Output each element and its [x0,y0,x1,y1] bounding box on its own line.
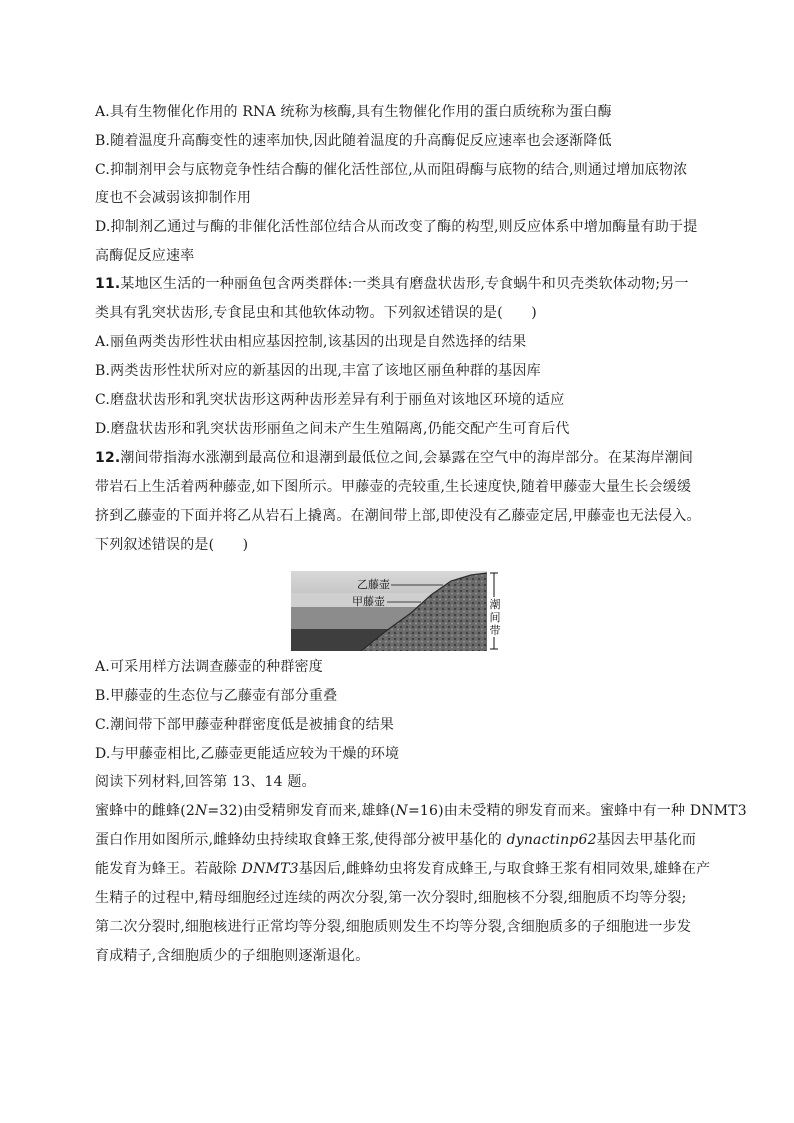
material-line6: 育成精子,含细胞质少的子细胞则逐渐退化。 [95,948,370,964]
material-line5: 第二次分裂时,细胞核进行正常均等分裂,细胞质则发生不均等分裂,含细胞质多的子细胞进一步发 [95,919,692,935]
zone-label-char-1: 潮 [489,598,501,611]
material-line1: 蜜蜂中的雌蜂(2N=32)由受精卵发育而来,雄蜂(N=16)由未受精的卵发育而来。蜜蜂中有一种 DNMT3 [95,803,747,819]
material-line3: 能发育为蜂王。若敲除 DNMT3基因后,雌蜂幼虫将发育成蜂王,与取食蜂王浆有相同效果,雄蜂在产 [95,861,711,877]
q12-stem-line3: 挤到乙藤壶的下面并将乙从岩石上撬离。在潮间带上部,即使没有乙藤壶定居,甲藤壶也无法侵入。 [95,508,701,524]
material-line2: 蛋白作用如图所示,雌蜂幼虫持续取食蜂王浆,使得部分被甲基化的 dynactinp62基因去甲基化而 [95,832,697,848]
q11-option-b: B.两类齿形性状所对应的新基因的出现,丰富了该地区丽鱼种群的基因库 [95,363,541,379]
q12-number: 12. [95,450,121,466]
q12-stem-line2: 带岩石上生活着两种藤壶,如下图所示。甲藤壶的壳较重,生长速度快,随着甲藤壶大量生长会缓缓 [95,479,692,495]
q11-stem-line2: 类具有乳突状齿形,专食昆虫和其他软体动物。下列叙述错误的是( ) [95,305,537,321]
q10-option-c-line1: C.抑制剂甲会与底物竞争性结合酶的催化活性部位,从而阻碍酶与底物的结合,则通过增加底物浓 [95,162,688,178]
q11-stem-line1: 11.某地区生活的一种丽鱼包含两类群体:一类具有磨盘状齿形,专食蜗牛和贝壳类软体动物;另一 [95,276,689,292]
q12-option-c: C.潮间带下部甲藤壶种群密度低是被捕食的结果 [95,717,395,733]
zone-label-char-3: 带 [489,624,501,637]
gene-dnmt3: DNMT3 [241,861,299,877]
q12-stem-line4: 下列叙述错误的是( ) [95,537,249,553]
q10-option-d-line1: D.抑制剂乙通过与酶的非催化活性部位结合从而改变了酶的构型,则反应体系中增加酶量有助于提 [95,219,698,235]
q12-stem-line1: 12.潮间带指海水涨潮到最高位和退潮到最低位之间,会暴露在空气中的海岸部分。在某海岸潮间 [95,450,694,466]
q11-option-c: C.磨盘状齿形和乳突状齿形这两种齿形差异有利于丽鱼对该地区环境的适应 [95,392,565,408]
q10-option-c-line2: 度也不会减弱该抑制作用 [95,190,252,206]
q10-option-a: A.具有生物催化作用的 RNA 统称为核酶,具有生物催化作用的蛋白质统称为蛋白酶 [95,104,612,120]
q12-option-d: D.与甲藤壶相比,乙藤壶更能适应较为干燥的环境 [95,746,400,762]
q12-option-a: A.可采用样方法调查藤壶的种群密度 [95,659,323,675]
q11-option-a: A.丽鱼两类齿形性状由相应基因控制,该基因的出现是自然选择的结果 [95,334,527,350]
q10-option-b: B.随着温度升高酶变性的速率加快,因此随着温度的升高酶促反应速率也会逐渐降低 [95,133,612,149]
gene-dynactinp62: dynactinp62 [506,832,597,848]
material-line4: 生精子的过程中,精母细胞经过连续的两次分裂,第一次分裂时,细胞核不分裂,细胞质不均等分裂; [95,890,687,906]
intertidal-figure [291,571,503,651]
label-yi-barnacle: 乙藤壶 [357,578,390,591]
material-intro: 阅读下列材料,回答第 13、14 题。 [95,774,316,790]
intertidal-illustration [291,571,503,651]
q11-number: 11. [95,276,121,292]
q11-option-d: D.磨盘状齿形和乳突状齿形丽鱼之间未产生生殖隔离,仍能交配产生可育后代 [95,421,570,437]
q10-option-d-line2: 高酶促反应速率 [95,248,195,264]
zone-label-char-2: 间 [489,611,501,624]
q12-option-b: B.甲藤壶的生态位与乙藤壶有部分重叠 [95,688,338,704]
label-jia-barnacle: 甲藤壶 [352,595,385,608]
